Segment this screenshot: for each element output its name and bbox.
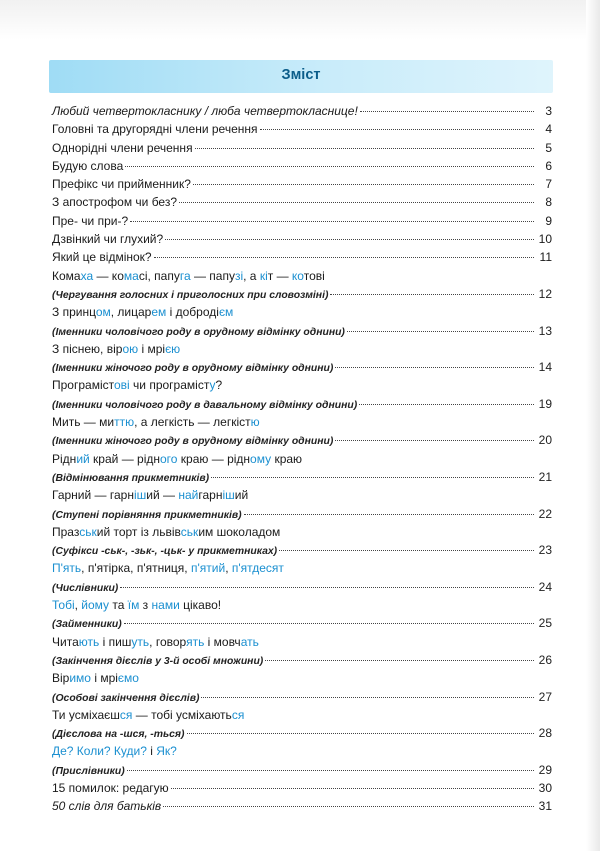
text-fragment: т — xyxy=(267,268,292,283)
text-fragment: Який це відмінок? xyxy=(52,250,152,265)
highlighted-text: їм xyxy=(127,598,140,613)
highlighted-text: имо xyxy=(69,671,91,686)
toc-subtitle-row xyxy=(52,506,552,524)
text-fragment: (Чергування голосних і приголосних при словозміні) xyxy=(52,289,329,301)
page-edge-shadow xyxy=(586,0,600,851)
toc-title xyxy=(52,213,128,230)
text-fragment: , xyxy=(225,561,232,576)
text-fragment: (Прислівники) xyxy=(52,765,125,777)
text-fragment: , говор xyxy=(149,634,187,649)
highlighted-text: ха xyxy=(80,268,94,283)
dot-leader xyxy=(260,128,535,130)
highlighted-text: іш xyxy=(133,488,147,503)
highlighted-text: ем xyxy=(151,305,167,320)
toc-subtitle xyxy=(52,287,328,304)
text-fragment: (Суфікси -ськ-, -зьк-, -цьк- у прикметниках) xyxy=(52,546,278,558)
toc-row xyxy=(52,524,552,542)
highlighted-text: ом xyxy=(95,305,111,320)
highlighted-text: ють xyxy=(78,634,100,649)
text-fragment: краю xyxy=(271,451,303,466)
toc-row xyxy=(52,121,552,139)
page-number: 21 xyxy=(538,469,552,484)
highlighted-text: нами xyxy=(151,598,180,613)
dot-leader xyxy=(193,183,534,185)
toc-row xyxy=(52,341,552,359)
dot-leader xyxy=(265,659,534,661)
page-number: 10 xyxy=(538,232,552,247)
toc-row xyxy=(52,231,552,249)
text-fragment: ий xyxy=(234,488,249,503)
toc-title xyxy=(52,194,177,211)
toc-title xyxy=(52,377,222,394)
page-number: 5 xyxy=(545,140,552,155)
highlighted-text: ю xyxy=(250,415,260,430)
dot-leader xyxy=(335,439,534,441)
text-fragment: — ко xyxy=(93,268,124,283)
toc-subtitle-row xyxy=(52,725,552,743)
toc-subtitle-row xyxy=(52,396,552,414)
dot-leader xyxy=(120,586,534,588)
highlighted-text: ттю xyxy=(114,415,135,430)
highlighted-text: ємо xyxy=(117,671,139,686)
page-number: 11 xyxy=(539,250,552,265)
toc-subtitle-row xyxy=(52,286,552,304)
toc-subtitle-row xyxy=(52,542,552,560)
toc-row xyxy=(52,158,552,176)
dot-leader xyxy=(179,201,534,203)
toc-row xyxy=(52,377,552,395)
toc-subtitle-row xyxy=(52,469,552,487)
text-fragment: Кома xyxy=(52,268,81,283)
toc-subtitle xyxy=(52,580,118,597)
dot-leader xyxy=(330,293,534,295)
highlighted-text: п'ятдесят xyxy=(231,561,284,576)
text-fragment: Головні та другорядні члени речення xyxy=(52,122,258,137)
highlighted-text: П'ять xyxy=(52,561,82,576)
toc-title xyxy=(52,524,280,541)
text-fragment: і добродi xyxy=(166,305,219,320)
text-fragment: ? xyxy=(215,378,223,393)
text-fragment: Префікс чи прийменник? xyxy=(52,177,191,192)
toc-subtitle xyxy=(52,507,242,524)
text-fragment: Однорідні члени речення xyxy=(52,140,193,155)
page-top-shadow xyxy=(0,0,600,40)
toc-title xyxy=(52,121,258,138)
text-fragment: З апострофом чи без? xyxy=(52,195,178,210)
toc-row xyxy=(52,103,552,121)
dot-leader xyxy=(360,110,534,112)
toc-title xyxy=(52,231,163,248)
text-fragment: чи програміст xyxy=(129,378,210,393)
toc-subtitle xyxy=(52,433,333,450)
dot-leader xyxy=(201,696,534,698)
toc-row xyxy=(52,304,552,322)
highlighted-text: ого xyxy=(160,451,178,466)
toc-title xyxy=(52,304,233,321)
page-number: 24 xyxy=(538,579,552,594)
text-fragment: Гарний — гарн xyxy=(52,488,134,503)
toc-title xyxy=(52,451,302,468)
toc-subtitle-row xyxy=(52,689,552,707)
page-number: 19 xyxy=(538,396,552,411)
text-fragment: (Дієслова на -шся, -ться) xyxy=(52,729,185,741)
highlighted-text: йому xyxy=(81,598,110,613)
text-fragment: , п'ятірка, п'ятниця, xyxy=(81,561,191,576)
text-fragment: Вір xyxy=(52,671,70,686)
toc-title xyxy=(52,103,358,120)
text-fragment: Дзвінкий чи глухий? xyxy=(52,232,164,247)
toc-title xyxy=(52,707,244,724)
toc-row xyxy=(52,213,552,231)
dot-leader xyxy=(244,513,534,515)
text-fragment: і пиш xyxy=(99,634,132,649)
toc-title xyxy=(52,414,260,431)
toc-title xyxy=(52,743,177,760)
highlighted-text: Де? Коли? Куди? xyxy=(52,744,147,759)
highlighted-text: ому xyxy=(250,451,272,466)
text-fragment: Чита xyxy=(52,634,79,649)
page-number: 7 xyxy=(545,177,552,192)
text-fragment: З піснею, вір xyxy=(52,341,123,356)
text-fragment: ий торт із львів xyxy=(96,524,181,539)
highlighted-text: ять xyxy=(186,634,205,649)
text-fragment: сі, папу xyxy=(138,268,180,283)
text-fragment: , а легкість — легкіст xyxy=(134,415,251,430)
toc-subtitle-row xyxy=(52,323,552,341)
toc-row xyxy=(52,194,552,212)
toc-title xyxy=(52,176,191,193)
toc-title xyxy=(52,560,284,577)
text-fragment: , xyxy=(74,598,82,613)
toc-subtitle xyxy=(52,543,277,560)
toc-subtitle-row xyxy=(52,652,552,670)
contents-header-bar xyxy=(49,60,553,93)
page-number: 22 xyxy=(538,506,552,521)
contents-title: Зміст xyxy=(281,67,321,83)
toc-title xyxy=(52,487,248,504)
highlighted-text: п'ятий xyxy=(190,561,226,576)
page-number: 14 xyxy=(538,360,552,375)
toc-subtitle xyxy=(52,763,125,780)
text-fragment: і мрі xyxy=(138,341,166,356)
toc-title xyxy=(52,634,259,651)
text-fragment: — тобі усміхають xyxy=(132,707,232,722)
page-number: 8 xyxy=(545,195,552,210)
dot-leader xyxy=(279,549,534,551)
text-fragment: , лицар xyxy=(110,305,152,320)
text-fragment: і мовч xyxy=(204,634,241,649)
dot-leader xyxy=(130,220,534,222)
dot-leader xyxy=(195,147,534,149)
text-fragment: (Ступені порівняння прикметників) xyxy=(52,509,242,521)
dot-leader xyxy=(125,165,534,167)
text-fragment: Мить — ми xyxy=(52,415,115,430)
highlighted-text: ать xyxy=(240,634,259,649)
text-fragment: та xyxy=(109,598,128,613)
text-fragment: Ти усміхаєш xyxy=(52,707,120,722)
highlighted-text: ою xyxy=(122,341,139,356)
text-fragment: (Відмінювання прикметників) xyxy=(52,472,210,484)
toc-row xyxy=(52,743,552,761)
dot-leader xyxy=(154,256,534,258)
toc-subtitle xyxy=(52,690,199,707)
toc-subtitle-row xyxy=(52,615,552,633)
toc-subtitle xyxy=(52,470,209,487)
highlighted-text: ма xyxy=(123,268,139,283)
toc-row xyxy=(52,597,552,615)
text-fragment: з xyxy=(139,598,152,613)
highlighted-text: іш xyxy=(222,488,235,503)
text-fragment: гарн xyxy=(198,488,223,503)
text-fragment: краю — рідн xyxy=(177,451,251,466)
page-number: 30 xyxy=(538,780,552,795)
toc-row xyxy=(52,780,552,798)
toc-row xyxy=(52,451,552,469)
page-number: 9 xyxy=(545,213,552,228)
toc-subtitle xyxy=(52,397,357,414)
highlighted-text: єю xyxy=(165,341,181,356)
text-fragment: (Закінчення дієслів у 3-й особі множини) xyxy=(52,655,264,667)
toc-row xyxy=(52,249,552,267)
table-of-contents xyxy=(52,103,552,817)
page-number: 4 xyxy=(545,122,552,137)
toc-row xyxy=(52,798,552,816)
toc-subtitle xyxy=(52,653,263,670)
toc-row xyxy=(52,634,552,652)
highlighted-text: єм xyxy=(218,305,234,320)
toc-title xyxy=(52,140,193,157)
text-fragment: ий — xyxy=(146,488,179,503)
highlighted-text: ий xyxy=(76,451,90,466)
toc-row xyxy=(52,560,552,578)
page-number: 26 xyxy=(538,652,552,667)
toc-row xyxy=(52,707,552,725)
text-fragment: 50 слів для батьків xyxy=(52,799,162,814)
dot-leader xyxy=(171,787,534,789)
highlighted-text: ко xyxy=(291,268,304,283)
page-number: 27 xyxy=(538,689,552,704)
text-fragment: Програміст xyxy=(52,378,114,393)
highlighted-text: най xyxy=(178,488,199,503)
toc-row xyxy=(52,487,552,505)
toc-subtitle xyxy=(52,726,185,743)
toc-title xyxy=(52,597,221,614)
page-number: 12 xyxy=(538,286,552,301)
text-fragment: край — рідн xyxy=(89,451,160,466)
dot-leader xyxy=(347,330,534,332)
highlighted-text: га xyxy=(179,268,191,283)
dot-leader xyxy=(359,403,534,405)
page-number: 31 xyxy=(538,799,552,814)
toc-title xyxy=(52,249,152,266)
text-fragment: тові xyxy=(303,268,325,283)
highlighted-text: кі xyxy=(259,268,268,283)
text-fragment: (Займенники) xyxy=(52,619,122,631)
page-number: 29 xyxy=(538,762,552,777)
toc-row xyxy=(52,140,552,158)
toc-title xyxy=(52,780,169,797)
highlighted-text: ся xyxy=(119,707,133,722)
text-fragment: (Числівники) xyxy=(52,582,119,594)
highlighted-text: ові xyxy=(113,378,130,393)
toc-row xyxy=(52,268,552,286)
toc-subtitle-row xyxy=(52,762,552,780)
text-fragment: им шоколадом xyxy=(198,524,281,539)
highlighted-text: ся xyxy=(231,707,245,722)
highlighted-text: у xyxy=(209,378,216,393)
text-fragment: Будую слова xyxy=(52,158,124,173)
text-fragment: (Іменники жіночого роду в орудному відмінку однини) xyxy=(52,436,334,448)
toc-subtitle-row xyxy=(52,579,552,597)
text-fragment: 15 помилок: редагую xyxy=(52,780,169,795)
page-number: 28 xyxy=(538,726,552,741)
text-fragment: — папу xyxy=(190,268,235,283)
toc-title xyxy=(52,341,180,358)
dot-leader xyxy=(187,732,535,734)
highlighted-text: Як? xyxy=(156,744,177,759)
text-fragment: цікаво! xyxy=(179,598,222,613)
text-fragment: і xyxy=(146,744,157,759)
text-fragment: і мрі xyxy=(90,671,118,686)
toc-row xyxy=(52,176,552,194)
toc-title xyxy=(52,268,325,285)
text-fragment: (Іменники чоловічого роду в орудному відмінку однини) xyxy=(52,326,345,338)
highlighted-text: Тобі xyxy=(52,598,75,613)
page-number: 6 xyxy=(545,158,552,173)
toc-subtitle-row xyxy=(52,359,552,377)
toc-subtitle xyxy=(52,360,333,377)
dot-leader xyxy=(165,238,534,240)
text-fragment: (Особові закінчення дієслів) xyxy=(52,692,200,704)
text-fragment: , а xyxy=(243,268,260,283)
dot-leader xyxy=(127,769,534,771)
page-number: 3 xyxy=(545,104,552,118)
text-fragment: З принц xyxy=(52,305,96,320)
page-number: 25 xyxy=(538,616,552,631)
toc-title xyxy=(52,670,139,687)
highlighted-text: зі xyxy=(234,268,244,283)
dot-leader xyxy=(124,622,534,624)
toc-subtitle xyxy=(52,324,345,341)
text-fragment: Пре- чи при-? xyxy=(52,213,129,228)
toc-title xyxy=(52,798,161,815)
page-number: 23 xyxy=(538,543,552,558)
dot-leader xyxy=(335,366,534,368)
toc-subtitle xyxy=(52,616,122,633)
highlighted-text: ськ xyxy=(79,524,97,539)
text-fragment: Рідн xyxy=(52,451,77,466)
toc-row xyxy=(52,670,552,688)
dot-leader xyxy=(211,476,534,478)
text-fragment: Любий четвертокласнику / люба четвертокласнице! xyxy=(52,104,358,118)
dot-leader xyxy=(163,805,534,807)
page-number: 13 xyxy=(538,323,552,338)
text-fragment: Праз xyxy=(52,524,80,539)
toc-title xyxy=(52,158,123,175)
text-fragment: (Іменники чоловічого роду в давальному відмінку однини) xyxy=(52,399,358,411)
toc-subtitle-row xyxy=(52,432,552,450)
text-fragment: (Іменники жіночого роду в орудному відмінку однини) xyxy=(52,363,334,375)
highlighted-text: уть xyxy=(131,634,150,649)
page-number: 20 xyxy=(538,433,552,448)
highlighted-text: ськ xyxy=(180,524,199,539)
toc-row xyxy=(52,414,552,432)
